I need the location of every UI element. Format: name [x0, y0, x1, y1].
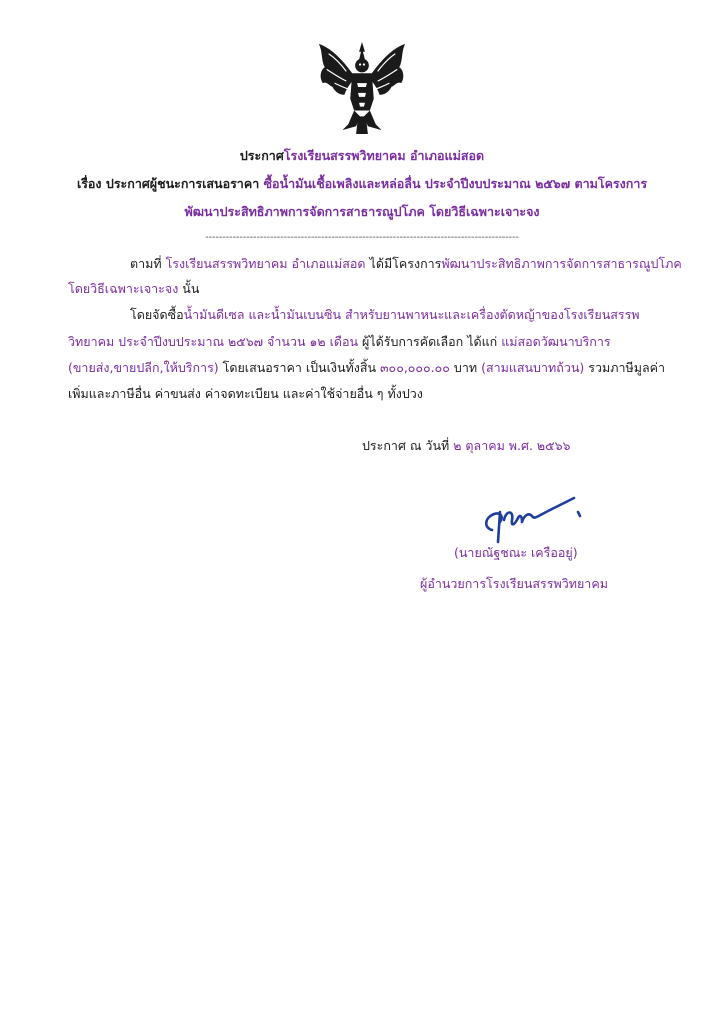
- p2-vendor-type: (ขายส่ง,ขายปลีก,ให้บริการ): [68, 360, 219, 375]
- paragraph-2-line-1: [130, 307, 640, 323]
- title-school: โรงเรียนสรรพวิทยาคม อำเภอแม่สอด: [283, 148, 485, 163]
- p2-item-desc: น้ำมันดีเซล และน้ำมันเบนซิน สำหรับยานพาหนะและเครื่องตัดหญ้าของโรงเรียนสรรพ: [183, 307, 640, 322]
- p1-school-name: โรงเรียนสรรพวิทยาคม อำเภอแม่สอด: [165, 256, 366, 271]
- announce-date: ๒ ตุลาคม พ.ศ. ๒๕๖๖: [453, 438, 571, 453]
- subject-line-1: [0, 176, 724, 192]
- p2-l1-a: โดยจัดซื้อ: [130, 307, 184, 322]
- subject-item: ซื้อน้ำมันเชื้อเพลิงและหล่อลื่น ประจำปีงบประมาณ ๒๕๖๗ ตามโครงการ: [263, 176, 648, 191]
- paragraph-2-line-2: [68, 334, 611, 350]
- garuda-emblem-icon: [313, 40, 411, 136]
- paragraph-2-line-4: เพิ่มและภาษีอื่น ค่าขนส่ง ค่าจดทะเบียน และค่าใช้จ่ายอื่น ๆ ทั้งปวง: [68, 386, 423, 401]
- subject-label: เรื่อง ประกาศผู้ชนะการเสนอราคา: [76, 176, 260, 191]
- separator-line: --------------------------------------------------------------------------------------------: [205, 232, 519, 243]
- p1-l2-b: นั้น: [178, 281, 200, 296]
- announcement-title: [0, 148, 724, 164]
- p2-amount: ๓๐๐,๐๐๐.๐๐: [380, 360, 450, 375]
- p1-method: โดยวิธีเฉพาะเจาะจง: [68, 281, 179, 296]
- signer-title: ผู้อำนวยการโรงเรียนสรรพวิทยาคม: [420, 576, 608, 591]
- announce-label: ประกาศ ณ วันที่: [362, 438, 454, 453]
- p1-l1-c: ได้มีโครงการ: [365, 256, 442, 271]
- p1-l1-a: ตามที่: [130, 256, 166, 271]
- p2-l3-f: รวมภาษีมูลค่า: [584, 360, 665, 375]
- p1-project-name: พัฒนาประสิทธิภาพการจัดการสาธารณูปโภค: [441, 256, 682, 271]
- signer-name: (นายณัฐชณะ เครืออยู่): [454, 545, 578, 560]
- p2-item-desc-cont: วิทยาคม ประจำปีงบประมาณ ๒๕๖๗ จำนวน ๑๒ เดือน: [68, 334, 359, 349]
- p2-l3-b: โดยเสนอราคา เป็นเงินทั้งสิ้น: [218, 360, 381, 375]
- p2-amount-words: (สามแสนบาทถ้วน): [481, 360, 585, 375]
- p2-l2-b: ผู้ได้รับการคัดเลือก ได้แก่: [358, 334, 502, 349]
- title-prefix: ประกาศ: [239, 148, 284, 163]
- announcement-date-line: [362, 438, 570, 454]
- subject-line-2: พัฒนาประสิทธิภาพการจัดการสาธารณูปโภค โดยวิธีเฉพาะเจาะจง: [184, 204, 540, 219]
- paragraph-1-line-2: [68, 281, 199, 297]
- paragraph-2-line-3: [68, 360, 665, 376]
- paragraph-1-line-1: [130, 256, 682, 272]
- p2-vendor-name: แม่สอดวัฒนาบริการ: [501, 334, 611, 349]
- p2-l3-d: บาท: [449, 360, 482, 375]
- handwritten-signature-icon: [478, 490, 588, 550]
